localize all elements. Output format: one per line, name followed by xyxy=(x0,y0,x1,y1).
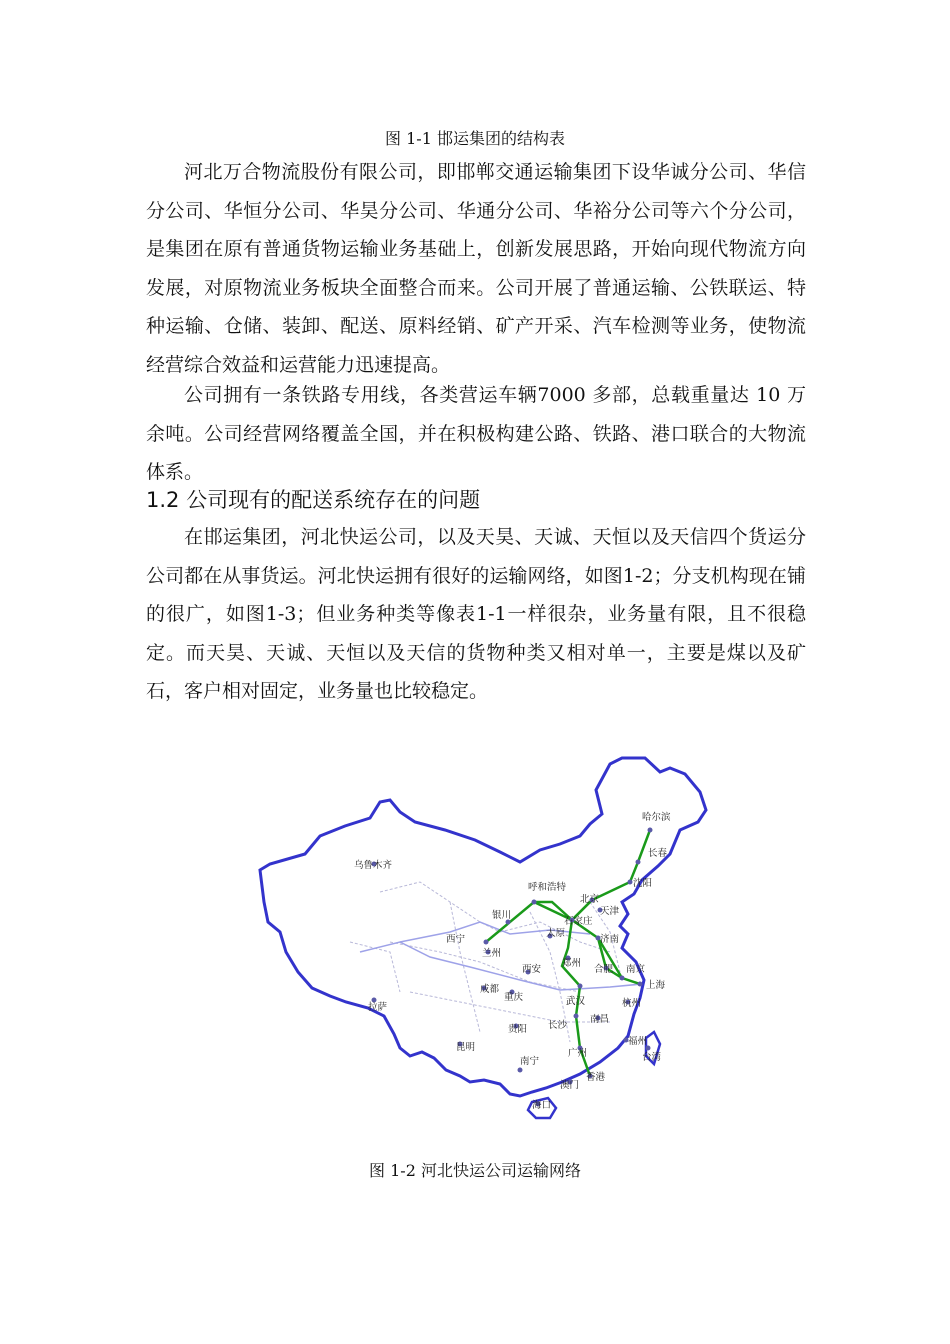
city-label-tianjin: 天津 xyxy=(600,906,620,917)
city-label-harbin: 哈尔滨 xyxy=(642,812,671,823)
city-label-hongkong: 香港 xyxy=(586,1072,606,1083)
city-label-hefei: 合肥 xyxy=(594,964,614,975)
city-label-kunming: 昆明 xyxy=(456,1042,476,1053)
paragraph-company-scale: 公司拥有一条铁路专用线，各类营运车辆7000 多部，总载重量达 10 万余吨。公司经营网络覆盖全国，并在积极构建公路、铁路、港口联合的大物流体系。 xyxy=(146,384,806,483)
city-labels xyxy=(354,811,671,1111)
city-label-xining: 西宁 xyxy=(446,934,466,945)
city-label-hangzhou: 杭州 xyxy=(622,998,642,1009)
city-label-changsha: 长沙 xyxy=(548,1020,568,1031)
city-label-nanchang: 南昌 xyxy=(590,1014,610,1025)
city-label-chengdu: 成都 xyxy=(480,984,500,995)
china-transport-network-map xyxy=(250,752,710,1122)
section-heading: 1.2 公司现有的配送系统存在的问题 xyxy=(146,488,481,512)
city-label-urumqi: 乌鲁木齐 xyxy=(354,860,393,871)
city-label-guangzhou: 广州 xyxy=(568,1048,588,1059)
city-label-lhasa: 拉萨 xyxy=(368,1002,388,1013)
city-label-macau: 澳门 xyxy=(560,1080,580,1091)
figure-2-caption: 图 1-2 河北快运公司运输网络 xyxy=(369,1161,581,1180)
city-label-changchun: 长春 xyxy=(648,848,668,859)
city-label-hohhot: 呼和浩特 xyxy=(528,882,567,893)
figure-1-caption: 图 1-1 邯运集团的结构表 xyxy=(385,129,565,148)
city-label-chongqing: 重庆 xyxy=(504,992,524,1003)
paragraph-company-intro: 河北万合物流股份有限公司，即邯郸交通运输集团下设华诚分公司、华信分公司、华恒分公司、华昊分公司、华通分公司、华裕分公司等六个分公司，是集团在原有普通货物运输业务基础上，创新发展思路，开始向现代物流方向发展，对原物流业务板块全面整合而来。公司开展了普通运输、公铁联运、特种运输、仓储、装卸、配送、原料经销、矿产开采、汽车检测等业务，使物流经营综合效益和运营能力迅速提高。 xyxy=(146,161,806,376)
city-label-beijing: 北京 xyxy=(580,894,600,905)
city-label-shijiazhuang: 石家庄 xyxy=(564,916,593,927)
city-label-nanning: 南宁 xyxy=(520,1056,540,1067)
city-label-yinchuan: 银川 xyxy=(492,910,512,921)
city-label-nanjing: 南京 xyxy=(626,964,646,975)
city-label-taiyuan: 太原 xyxy=(546,928,566,939)
city-label-zhengzhou: 郑州 xyxy=(562,958,582,969)
paragraph-delivery-problems: 在邯运集团，河北快运公司，以及天昊、天诚、天恒以及天信四个货运分公司都在从事货运。河北快运拥有很好的运输网络，如图1-2；分支机构现在铺的很广，如图1-3；但业务种类等像表1-1一样很杂，业务量有限，且不很稳定。而天昊、天诚、天恒以及天信的货物种类又相对单一，主要是煤以及矿石，客户相对固定，业务量也比较稳定。 xyxy=(146,526,806,702)
city-label-guiyang: 贵阳 xyxy=(508,1024,528,1035)
city-label-shanghai: 上海 xyxy=(646,980,666,991)
city-label-jinan: 济南 xyxy=(600,934,620,945)
city-label-wuhan: 武汉 xyxy=(566,996,586,1007)
city-label-xian: 西安 xyxy=(522,964,542,975)
city-label-haikou: 海口 xyxy=(532,1100,552,1111)
city-label-lanzhou: 兰州 xyxy=(482,948,502,959)
city-label-fuzhou: 福州 xyxy=(628,1036,648,1047)
city-label-shenyang: 沈阳 xyxy=(633,878,653,889)
city-label-taiwan: 台湾 xyxy=(642,1052,662,1063)
